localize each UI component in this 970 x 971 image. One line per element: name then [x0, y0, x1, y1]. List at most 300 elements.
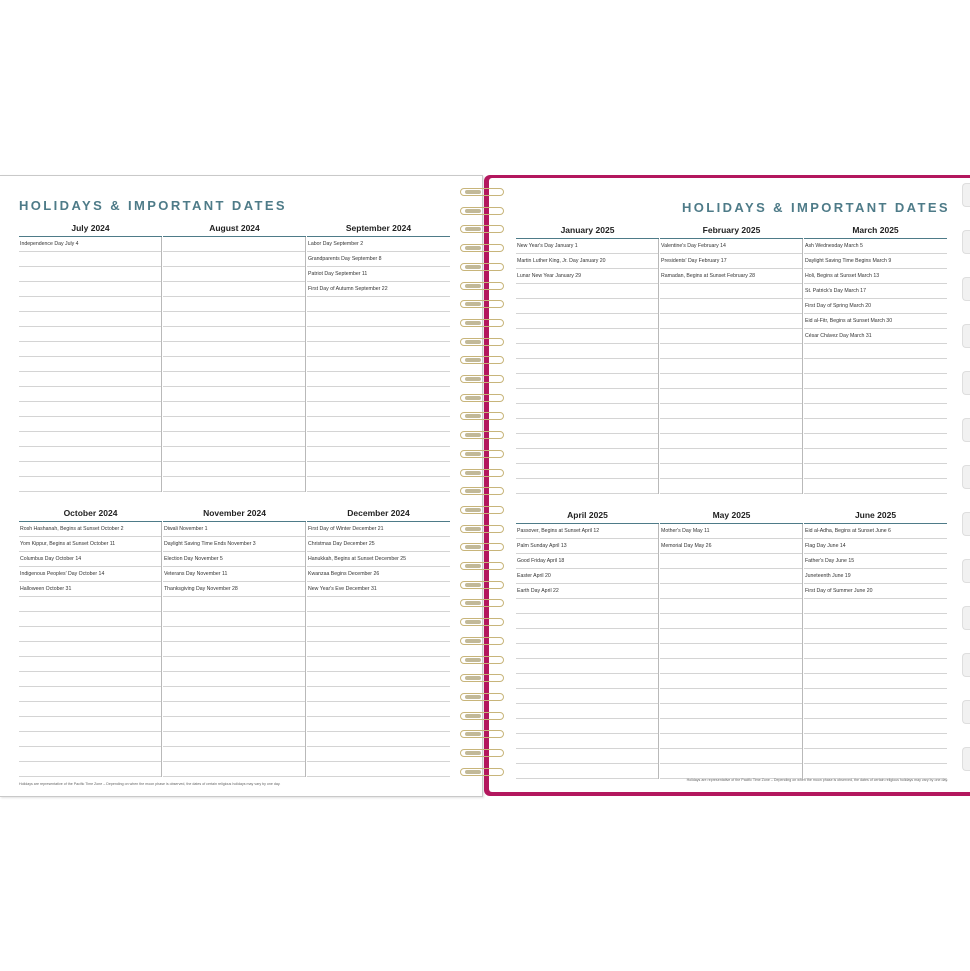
side-tab[interactable] [962, 324, 970, 348]
blank-line [307, 297, 450, 312]
blank-line [660, 644, 802, 659]
blank-line [19, 372, 161, 387]
month-column [516, 224, 659, 494]
blank-line [804, 704, 947, 719]
spiral-coil [458, 429, 506, 442]
blank-line [19, 477, 161, 492]
blank-line [660, 749, 802, 764]
blank-line [804, 719, 947, 734]
side-tab[interactable] [962, 465, 970, 489]
coil-hole [465, 321, 481, 325]
holiday-entry: Yom Kippur, Begins at Sunset October 11 [19, 537, 161, 552]
blank-line [660, 704, 802, 719]
holiday-entry: Daylight Saving Time Ends November 3 [163, 537, 305, 552]
blank-line [516, 449, 658, 464]
blank-line [804, 359, 947, 374]
blank-line [307, 402, 450, 417]
blank-line [660, 329, 802, 344]
coil-hole [465, 396, 481, 400]
blank-line [19, 297, 161, 312]
blank-line [307, 672, 450, 687]
holiday-entry: Christmas Day December 25 [307, 537, 450, 552]
blank-line [163, 627, 305, 642]
blank-line [163, 432, 305, 447]
blank-line [660, 554, 802, 569]
blank-line [19, 387, 161, 402]
coil-hole [465, 658, 481, 662]
blank-line [307, 597, 450, 612]
side-tab[interactable] [962, 700, 970, 724]
blank-line [19, 447, 161, 462]
holiday-entry: Grandparents Day September 8 [307, 252, 450, 267]
spiral-coil [458, 467, 506, 480]
blank-line [516, 749, 658, 764]
blank-line [163, 477, 305, 492]
blank-line [660, 479, 802, 494]
holiday-entry: Ramadan, Begins at Sunset February 28 [660, 269, 802, 284]
blank-line [660, 434, 802, 449]
holiday-entry: Independence Day July 4 [19, 237, 161, 252]
holiday-entry: First Day of Spring March 20 [804, 299, 947, 314]
blank-line [19, 717, 161, 732]
blank-line [163, 672, 305, 687]
month-column [660, 224, 803, 494]
blank-line [660, 629, 802, 644]
holiday-entry: St. Patrick's Day March 17 [804, 284, 947, 299]
coil-hole [465, 265, 481, 269]
coil-hole [465, 489, 481, 493]
holiday-entry: Father's Day June 15 [804, 554, 947, 569]
blank-line [307, 627, 450, 642]
blank-line [516, 284, 658, 299]
blank-line [804, 764, 947, 779]
coil-hole [465, 545, 481, 549]
blank-line [516, 299, 658, 314]
blank-line [660, 449, 802, 464]
blank-line [307, 657, 450, 672]
blank-line [19, 462, 161, 477]
month-tabs [962, 175, 970, 795]
blank-line [660, 284, 802, 299]
coil-hole [465, 190, 481, 194]
spiral-coil [458, 654, 506, 667]
holiday-entry: Patriot Day September 11 [307, 267, 450, 282]
blank-line [516, 614, 658, 629]
coil-hole [465, 377, 481, 381]
blank-line [307, 447, 450, 462]
blank-line [660, 719, 802, 734]
blank-line [516, 329, 658, 344]
writing-lines [804, 524, 947, 779]
blank-line [19, 342, 161, 357]
writing-lines [516, 524, 659, 779]
holiday-entry: Flag Day June 14 [804, 539, 947, 554]
coil-hole [465, 302, 481, 306]
holiday-entry: Easter April 20 [516, 569, 658, 584]
right-planner-page [489, 178, 970, 792]
holiday-entry: Holi, Begins at Sunset March 13 [804, 269, 947, 284]
spiral-coil [458, 766, 506, 779]
spiral-coil [458, 242, 506, 255]
blank-line [19, 282, 161, 297]
coil-hole [465, 527, 481, 531]
blank-line [163, 762, 305, 777]
holiday-entry: Palm Sunday April 13 [516, 539, 658, 554]
blank-line [804, 659, 947, 674]
blank-line [660, 674, 802, 689]
coil-hole [465, 358, 481, 362]
month-title: July 2024 [71, 223, 110, 233]
month-title: October 2024 [63, 508, 118, 518]
coil-hole [465, 639, 481, 643]
blank-line [163, 747, 305, 762]
blank-line [804, 614, 947, 629]
spiral-coil [458, 298, 506, 311]
holiday-entry: Halloween October 31 [19, 582, 161, 597]
blank-line [19, 687, 161, 702]
blank-line [19, 327, 161, 342]
coil-hole [465, 601, 481, 605]
blank-line [660, 764, 802, 779]
holiday-entry: New Year's Day January 1 [516, 239, 658, 254]
holiday-entry: Ash Wednesday March 5 [804, 239, 947, 254]
coil-hole [465, 564, 481, 568]
spiral-coil [458, 691, 506, 704]
blank-line [307, 687, 450, 702]
holiday-entry: Kwanzaa Begins December 26 [307, 567, 450, 582]
month-column [19, 507, 162, 777]
writing-lines [307, 522, 450, 777]
spiral-coil [458, 616, 506, 629]
holiday-entry: First Day of Summer June 20 [804, 584, 947, 599]
coil-hole [465, 714, 481, 718]
blank-line [804, 464, 947, 479]
coil-hole [465, 246, 481, 250]
blank-line [19, 612, 161, 627]
blank-line [804, 599, 947, 614]
month-title: May 2025 [712, 510, 751, 520]
holiday-entry: Labor Day September 2 [307, 237, 450, 252]
blank-line [307, 432, 450, 447]
month-column [804, 224, 947, 494]
writing-lines [19, 237, 162, 492]
coil-hole [465, 676, 481, 680]
blank-line [19, 357, 161, 372]
month-title: April 2025 [567, 510, 608, 520]
blank-line [163, 327, 305, 342]
side-tab[interactable] [962, 371, 970, 395]
spiral-coil [458, 373, 506, 386]
month-title: August 2024 [209, 223, 260, 233]
holiday-entry: Eid al-Fitr, Begins at Sunset March 30 [804, 314, 947, 329]
blank-line [516, 644, 658, 659]
spiral-coil [458, 223, 506, 236]
holiday-entry: Columbus Day October 14 [19, 552, 161, 567]
side-tab[interactable] [962, 183, 970, 207]
spiral-coil [458, 205, 506, 218]
spiral-coil [458, 485, 506, 498]
coil-hole [465, 340, 481, 344]
blank-line [307, 642, 450, 657]
side-tab[interactable] [962, 277, 970, 301]
blank-line [19, 747, 161, 762]
holiday-entry: Valentine's Day February 14 [660, 239, 802, 254]
blank-line [804, 674, 947, 689]
spiral-coil [458, 280, 506, 293]
blank-line [307, 327, 450, 342]
holiday-entry: Daylight Saving Time Begins March 9 [804, 254, 947, 269]
blank-line [516, 344, 658, 359]
side-tab[interactable] [962, 559, 970, 583]
blank-line [804, 689, 947, 704]
month-column [804, 509, 947, 779]
page-heading: HOLIDAYS & IMPORTANT DATES [681, 200, 950, 215]
blank-line [19, 642, 161, 657]
blank-line [163, 312, 305, 327]
blank-line [19, 402, 161, 417]
month-column [307, 222, 450, 492]
writing-lines [660, 524, 803, 779]
spiral-binding [458, 186, 506, 786]
spiral-coil [458, 541, 506, 554]
blank-line [163, 642, 305, 657]
blank-line [660, 299, 802, 314]
blank-line [660, 404, 802, 419]
blank-line [163, 387, 305, 402]
blank-line [307, 477, 450, 492]
spiral-coil [458, 523, 506, 536]
blank-line [19, 657, 161, 672]
blank-line [516, 359, 658, 374]
blank-line [660, 464, 802, 479]
blank-line [19, 417, 161, 432]
blank-line [19, 627, 161, 642]
coil-hole [465, 433, 481, 437]
blank-line [19, 672, 161, 687]
side-tab[interactable] [962, 230, 970, 254]
holiday-entry: Diwali November 1 [163, 522, 305, 537]
blank-line [804, 449, 947, 464]
coil-hole [465, 284, 481, 288]
blank-line [516, 689, 658, 704]
blank-line [660, 734, 802, 749]
blank-line [516, 404, 658, 419]
writing-lines [804, 239, 947, 494]
coil-hole [465, 732, 481, 736]
spiral-coil [458, 354, 506, 367]
left-planner-page [0, 175, 483, 797]
month-column [163, 507, 306, 777]
blank-line [516, 419, 658, 434]
blank-line [307, 762, 450, 777]
page-heading: HOLIDAYS & IMPORTANT DATES [19, 198, 288, 213]
holiday-entry: Rosh Hashanah, Begins at Sunset October 2 [19, 522, 161, 537]
side-tab[interactable] [962, 418, 970, 442]
blank-line [516, 434, 658, 449]
blank-line [804, 374, 947, 389]
blank-line [19, 312, 161, 327]
blank-line [307, 732, 450, 747]
blank-line [163, 612, 305, 627]
spiral-coil [458, 317, 506, 330]
month-column [660, 509, 803, 779]
side-tab[interactable] [962, 653, 970, 677]
blank-line [307, 372, 450, 387]
spiral-coil [458, 504, 506, 517]
blank-line [19, 267, 161, 282]
blank-line [804, 644, 947, 659]
blank-line [307, 747, 450, 762]
blank-line [307, 357, 450, 372]
blank-line [307, 387, 450, 402]
month-title: February 2025 [702, 225, 761, 235]
side-tab[interactable] [962, 747, 970, 771]
spiral-coil [458, 672, 506, 685]
side-tab[interactable] [962, 512, 970, 536]
blank-line [19, 432, 161, 447]
blank-line [163, 732, 305, 747]
holiday-entry: Hanukkah, Begins at Sunset December 25 [307, 552, 450, 567]
blank-line [660, 389, 802, 404]
blank-line [163, 702, 305, 717]
coil-hole [465, 471, 481, 475]
writing-lines [307, 237, 450, 492]
holiday-entry: Lunar New Year January 29 [516, 269, 658, 284]
blank-line [516, 314, 658, 329]
holiday-entry: Earth Day April 22 [516, 584, 658, 599]
blank-line [163, 687, 305, 702]
spiral-coil [458, 392, 506, 405]
blank-line [660, 359, 802, 374]
coil-hole [465, 508, 481, 512]
coil-hole [465, 695, 481, 699]
holiday-entry: Passover, Begins at Sunset April 12 [516, 524, 658, 539]
blank-line [307, 417, 450, 432]
coil-hole [465, 770, 481, 774]
blank-line [163, 717, 305, 732]
month-title: March 2025 [852, 225, 899, 235]
blank-line [516, 674, 658, 689]
blank-line [516, 659, 658, 674]
blank-line [660, 374, 802, 389]
spiral-coil [458, 728, 506, 741]
blank-line [660, 689, 802, 704]
blank-line [163, 282, 305, 297]
spiral-coil [458, 448, 506, 461]
writing-lines [516, 239, 659, 494]
blank-line [163, 237, 305, 252]
coil-hole [465, 209, 481, 213]
blank-line [307, 702, 450, 717]
blank-line [163, 447, 305, 462]
blank-line [19, 252, 161, 267]
blank-line [516, 479, 658, 494]
writing-lines [660, 239, 803, 494]
blank-line [163, 417, 305, 432]
blank-line [516, 734, 658, 749]
spiral-coil [458, 579, 506, 592]
blank-line [660, 419, 802, 434]
holiday-entry: Eid al-Adha, Begins at Sunset June 6 [804, 524, 947, 539]
holiday-entry: Veterans Day November 11 [163, 567, 305, 582]
blank-line [660, 599, 802, 614]
month-column [516, 509, 659, 779]
spiral-coil [458, 261, 506, 274]
blank-line [804, 344, 947, 359]
blank-line [660, 314, 802, 329]
month-title: November 2024 [203, 508, 266, 518]
spiral-coil [458, 597, 506, 610]
holiday-entry: Presidents' Day February 17 [660, 254, 802, 269]
blank-line [163, 252, 305, 267]
blank-line [516, 764, 658, 779]
blank-line [163, 462, 305, 477]
month-column [163, 222, 306, 492]
holiday-entry: Memorial Day May 26 [660, 539, 802, 554]
spiral-coil [458, 747, 506, 760]
blank-line [163, 597, 305, 612]
blank-line [516, 704, 658, 719]
blank-line [163, 297, 305, 312]
holiday-entry: Indigenous Peoples' Day October 14 [19, 567, 161, 582]
blank-line [516, 719, 658, 734]
writing-lines [163, 237, 306, 492]
coil-hole [465, 583, 481, 587]
footnote: Holidays are representative of the Pacific Time Zone – Depending on when the moon phase is observed, the dates of certain religious holidays may vary by one day. [19, 782, 281, 786]
spiral-coil [458, 635, 506, 648]
writing-lines [163, 522, 306, 777]
blank-line [804, 479, 947, 494]
blank-line [516, 464, 658, 479]
footnote: Holidays are representative of the Pacific Time Zone – Depending on when the moon phase is observed, the dates of certain religious holidays may vary by one day. [686, 778, 948, 782]
spiral-coil [458, 710, 506, 723]
blank-line [163, 357, 305, 372]
blank-line [660, 614, 802, 629]
blank-line [804, 629, 947, 644]
coil-hole [465, 414, 481, 418]
blank-line [516, 599, 658, 614]
holiday-entry: Election Day November 5 [163, 552, 305, 567]
month-column [307, 507, 450, 777]
blank-line [516, 629, 658, 644]
holiday-entry: Martin Luther King, Jr. Day January 20 [516, 254, 658, 269]
blank-line [163, 372, 305, 387]
blank-line [307, 342, 450, 357]
blank-line [804, 749, 947, 764]
coil-hole [465, 751, 481, 755]
writing-lines [19, 522, 162, 777]
blank-line [660, 569, 802, 584]
spiral-coil [458, 336, 506, 349]
holiday-entry: First Day of Autumn September 22 [307, 282, 450, 297]
month-title: December 2024 [347, 508, 410, 518]
coil-hole [465, 227, 481, 231]
blank-line [163, 267, 305, 282]
blank-line [19, 597, 161, 612]
blank-line [516, 374, 658, 389]
blank-line [307, 612, 450, 627]
holiday-entry: Good Friday April 18 [516, 554, 658, 569]
holiday-entry: Juneteenth June 19 [804, 569, 947, 584]
holiday-entry: First Day of Winter December 21 [307, 522, 450, 537]
blank-line [804, 734, 947, 749]
blank-line [660, 344, 802, 359]
blank-line [804, 404, 947, 419]
side-tab[interactable] [962, 606, 970, 630]
blank-line [804, 419, 947, 434]
holiday-entry: César Chávez Day March 31 [804, 329, 947, 344]
spiral-coil [458, 560, 506, 573]
